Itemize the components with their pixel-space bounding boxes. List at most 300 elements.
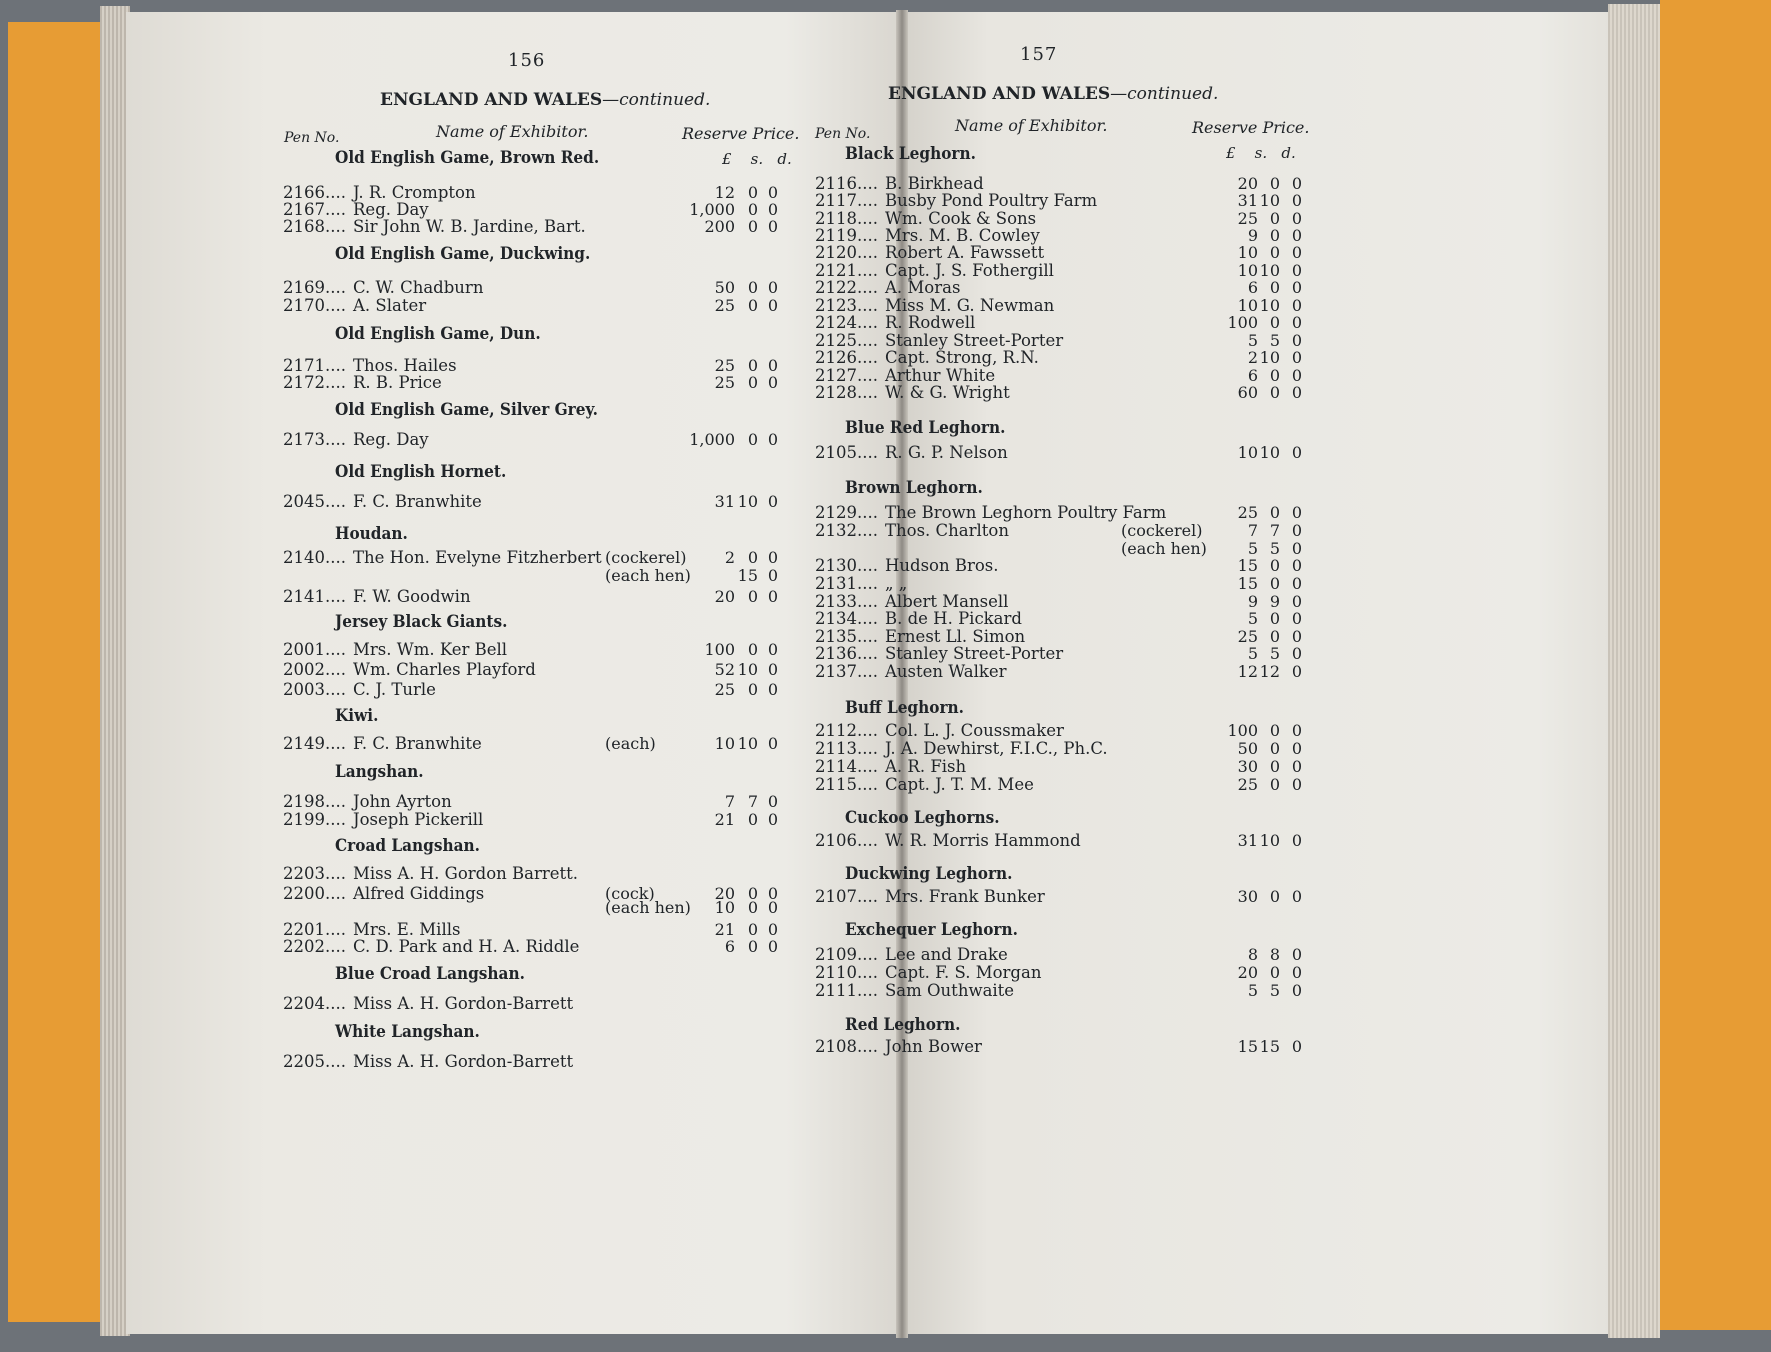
price-pounds: 52 <box>714 660 735 679</box>
price-pence: 0 <box>1291 383 1302 402</box>
price-pence: 0 <box>1291 662 1302 681</box>
price-shillings: 7 <box>1269 521 1280 540</box>
pen-number: 2115.... <box>815 775 878 794</box>
list-item <box>283 994 573 1014</box>
price-shillings: 0 <box>1269 503 1280 522</box>
price-shillings: 10 <box>1259 191 1280 210</box>
list-item <box>815 721 1064 741</box>
list-item <box>815 831 1081 851</box>
price-pence: 0 <box>767 356 778 375</box>
exhibitor-name: The Hon. Evelyne Fitzherbert <box>353 548 602 567</box>
list-item <box>815 662 1007 682</box>
heading-suffix: —continued. <box>602 90 711 110</box>
exhibitor-name: Mrs. E. Mills <box>353 920 461 939</box>
list-item <box>283 680 436 700</box>
list-item <box>815 574 907 594</box>
price-shillings: 0 <box>747 937 758 956</box>
price-pence: 0 <box>1291 503 1302 522</box>
price-pence: 0 <box>1291 831 1302 850</box>
price-shillings: 0 <box>1269 739 1280 758</box>
price-pounds: 25 <box>1237 209 1258 228</box>
price-shillings: 0 <box>1269 963 1280 982</box>
list-item <box>815 443 1008 463</box>
section-title: Blue Croad Langshan. <box>335 964 525 984</box>
price-pounds: 1,000 <box>689 200 735 219</box>
price-pounds: 200 <box>704 217 735 236</box>
price-pounds: 10 <box>1237 243 1258 262</box>
price-pounds: 1,000 <box>689 430 735 449</box>
pen-number: 2140.... <box>283 548 346 567</box>
list-item <box>283 864 578 884</box>
exhibitor-name: Capt. F. S. Morgan <box>885 963 1042 982</box>
section-title: Cuckoo Leghorns. <box>845 808 1000 828</box>
pen-number: 2199.... <box>283 810 346 829</box>
pen-number: 2168.... <box>283 217 346 236</box>
list-item <box>815 191 1097 211</box>
price-pounds: 50 <box>714 278 735 297</box>
price-pounds: 15 <box>1237 556 1258 575</box>
list-item <box>815 521 1009 541</box>
section-title: Houdan. <box>335 524 408 544</box>
price-shillings: 0 <box>747 810 758 829</box>
section-title: Duckwing Leghorn. <box>845 864 1013 884</box>
price-pounds: 100 <box>1227 721 1258 740</box>
price-shillings: 8 <box>1269 945 1280 964</box>
price-pence: 0 <box>1291 739 1302 758</box>
price-pence: 0 <box>1291 627 1302 646</box>
price-shillings: 10 <box>737 660 758 679</box>
price-pounds: 6 <box>1247 278 1258 297</box>
pen-number: 2124.... <box>815 313 878 332</box>
price-shillings: 0 <box>1269 174 1280 193</box>
pen-number: 2109.... <box>815 945 878 964</box>
price-pounds: 8 <box>1247 945 1258 964</box>
list-item <box>283 660 536 680</box>
pen-number: 2198.... <box>283 792 346 811</box>
section-title: Old English Game, Silver Grey. <box>335 400 598 420</box>
list-item <box>815 383 1010 403</box>
column-header-pen: Pen No. <box>284 130 340 146</box>
pen-number: 2110.... <box>815 963 878 982</box>
section-title: Kiwi. <box>335 706 379 726</box>
section-title: Buff Leghorn. <box>845 698 964 718</box>
entry-note: (cock) <box>605 884 655 903</box>
section-title: Old English Game, Dun. <box>335 324 541 344</box>
list-item <box>815 644 1063 664</box>
price-pence: 0 <box>1291 521 1302 540</box>
price-pounds: 50 <box>1237 739 1258 758</box>
pen-number: 2123.... <box>815 296 878 315</box>
price-shillings: 10 <box>737 492 758 511</box>
exhibitor-name: Sam Outhwaite <box>885 981 1015 1000</box>
exhibitor-name: Miss A. H. Gordon Barrett. <box>353 864 579 883</box>
price-pence: 0 <box>767 296 778 315</box>
exhibitor-name: Mrs. Wm. Ker Bell <box>353 640 508 659</box>
list-item <box>283 1052 573 1072</box>
page-number: 157 <box>1020 44 1058 65</box>
price-pounds: 2 <box>724 548 735 567</box>
exhibitor-name: A. Slater <box>353 296 427 315</box>
list-item <box>283 217 586 237</box>
entry-note: (each hen) <box>605 566 691 585</box>
currency-header: £ s. d. <box>722 150 792 168</box>
price-shillings: 9 <box>1269 592 1280 611</box>
price-shillings: 0 <box>747 920 758 939</box>
pen-number: 2127.... <box>815 366 878 385</box>
entry-note: (each hen) <box>1121 539 1207 558</box>
exhibitor-name: Capt. J. S. Fothergill <box>885 261 1054 280</box>
pen-number: 2129.... <box>815 503 878 522</box>
list-item <box>815 775 1034 795</box>
price-shillings: 0 <box>747 373 758 392</box>
section-title: Brown Leghorn. <box>845 478 983 498</box>
list-item <box>283 937 579 957</box>
price-pounds: 20 <box>1237 963 1258 982</box>
price-shillings: 10 <box>1259 261 1280 280</box>
page-heading <box>888 84 1218 104</box>
pen-number: 2169.... <box>283 278 346 297</box>
entry-note: (each hen) <box>605 898 691 917</box>
currency-header: £ s. d. <box>1226 144 1296 162</box>
price-shillings: 12 <box>1259 662 1280 681</box>
price-shillings: 7 <box>747 792 758 811</box>
price-shillings: 0 <box>747 680 758 699</box>
price-pence: 0 <box>767 937 778 956</box>
exhibitor-name: R. G. P. Nelson <box>885 443 1008 462</box>
pen-number: 2203.... <box>283 864 346 883</box>
section-title: Black Leghorn. <box>845 144 976 164</box>
price-shillings: 0 <box>1269 574 1280 593</box>
section-title: White Langshan. <box>335 1022 480 1042</box>
list-item <box>815 243 1044 263</box>
exhibitor-name: Thos. Charlton <box>885 521 1009 540</box>
price-shillings: 0 <box>747 296 758 315</box>
price-shillings: 10 <box>1259 443 1280 462</box>
exhibitor-name: Miss M. G. Newman <box>885 296 1055 315</box>
price-pounds: 6 <box>724 937 735 956</box>
list-item <box>283 640 507 660</box>
price-pence: 0 <box>767 587 778 606</box>
price-pence: 0 <box>767 660 778 679</box>
exhibitor-name: R. B. Price <box>353 373 442 392</box>
price-shillings: 10 <box>1259 348 1280 367</box>
heading-suffix: —continued. <box>1110 84 1219 104</box>
price-pence: 0 <box>1291 945 1302 964</box>
list-item <box>283 548 602 568</box>
pen-number: 2149.... <box>283 734 346 753</box>
price-shillings: 0 <box>1269 627 1280 646</box>
price-shillings: 0 <box>747 548 758 567</box>
price-shillings: 15 <box>737 566 758 585</box>
price-pounds: 12 <box>714 183 735 202</box>
price-pence: 0 <box>1291 775 1302 794</box>
price-shillings: 0 <box>747 884 758 903</box>
exhibitor-name: Ernest Ll. Simon <box>885 627 1026 646</box>
price-pounds: 2 <box>1247 348 1258 367</box>
price-pence: 0 <box>767 734 778 753</box>
price-pounds: 9 <box>1247 592 1258 611</box>
price-pence: 0 <box>767 566 778 585</box>
exhibitor-name: J. A. Dewhirst, F.I.C., Ph.C. <box>885 739 1108 758</box>
price-pence: 0 <box>767 217 778 236</box>
exhibitor-name: Capt. J. T. M. Mee <box>885 775 1034 794</box>
column-header-price: Reserve Price. <box>1192 118 1310 137</box>
exhibitor-name: Miss A. H. Gordon-Barrett <box>353 1052 574 1071</box>
exhibitor-name: Mrs. Frank Bunker <box>885 887 1045 906</box>
price-pence: 0 <box>1291 209 1302 228</box>
price-pence: 0 <box>1291 609 1302 628</box>
heading-text: ENGLAND AND WALES <box>380 90 603 110</box>
price-pounds: 9 <box>1247 226 1258 245</box>
price-shillings: 0 <box>747 278 758 297</box>
exhibitor-name: John Bower <box>885 1037 982 1056</box>
exhibitor-name: C. W. Chadburn <box>353 278 484 297</box>
list-item <box>815 278 960 298</box>
orange-tab-right <box>1660 0 1771 1330</box>
list-item <box>815 887 1045 907</box>
price-pounds: 25 <box>714 296 735 315</box>
list-item <box>815 739 1108 759</box>
price-pounds: 10 <box>714 734 735 753</box>
price-shillings: 5 <box>1269 331 1280 350</box>
price-pounds: 25 <box>1237 775 1258 794</box>
exhibitor-name: Alfred Giddings <box>353 884 485 903</box>
price-pence: 0 <box>1291 243 1302 262</box>
exhibitor-name: Wm. Cook & Sons <box>885 209 1037 228</box>
pen-number: 2105.... <box>815 443 878 462</box>
price-pounds: 7 <box>724 792 735 811</box>
price-shillings: 0 <box>1269 313 1280 332</box>
list-item <box>283 810 483 830</box>
exhibitor-name: Thos. Hailes <box>353 356 457 375</box>
price-shillings: 0 <box>1269 775 1280 794</box>
exhibitor-name: Col. L. J. Coussmaker <box>885 721 1064 740</box>
pen-number: 2132.... <box>815 521 878 540</box>
pen-number: 2002.... <box>283 660 346 679</box>
exhibitor-name: Robert A. Fawssett <box>885 243 1045 262</box>
price-pence: 0 <box>767 680 778 699</box>
price-shillings: 0 <box>1269 757 1280 776</box>
price-pounds: 31 <box>1237 831 1258 850</box>
exhibitor-name: Stanley Street-Porter <box>885 331 1064 350</box>
price-pounds: 30 <box>1237 757 1258 776</box>
list-item <box>815 556 999 576</box>
price-shillings: 0 <box>747 587 758 606</box>
pen-number: 2141.... <box>283 587 346 606</box>
price-pence: 0 <box>767 200 778 219</box>
price-pence: 0 <box>1291 981 1302 1000</box>
pen-number: 2205.... <box>283 1052 346 1071</box>
price-pence: 0 <box>767 183 778 202</box>
pen-number: 2001.... <box>283 640 346 659</box>
exhibitor-name: Albert Mansell <box>885 592 1009 611</box>
pen-number: 2135.... <box>815 627 878 646</box>
price-pence: 0 <box>1291 191 1302 210</box>
exhibitor-name: W. R. Morris Hammond <box>885 831 1081 850</box>
price-pence: 0 <box>767 792 778 811</box>
price-pence: 0 <box>767 898 778 917</box>
exhibitor-name: Joseph Pickerill <box>353 810 484 829</box>
price-pounds: 5 <box>1247 609 1258 628</box>
price-pounds: 10 <box>714 898 735 917</box>
list-item <box>283 734 482 754</box>
pen-number: 2117.... <box>815 191 878 210</box>
price-pounds: 10 <box>1237 296 1258 315</box>
price-shillings: 0 <box>1269 366 1280 385</box>
price-shillings: 0 <box>1269 887 1280 906</box>
pen-number: 2107.... <box>815 887 878 906</box>
list-item <box>815 981 1014 1001</box>
exhibitor-name: R. Rodwell <box>885 313 976 332</box>
list-item <box>815 963 1041 983</box>
price-pence: 0 <box>1291 348 1302 367</box>
price-pounds: 31 <box>1237 191 1258 210</box>
pen-number: 2171.... <box>283 356 346 375</box>
price-pence: 0 <box>1291 556 1302 575</box>
section-title: Langshan. <box>335 762 424 782</box>
price-shillings: 0 <box>1269 721 1280 740</box>
price-pounds: 20 <box>714 587 735 606</box>
exhibitor-name: „ „ <box>885 574 908 593</box>
pen-number: 2200.... <box>283 884 346 903</box>
pen-number: 2167.... <box>283 200 346 219</box>
exhibitor-name: B. de H. Pickard <box>885 609 1022 628</box>
exhibitor-name: F. C. Branwhite <box>353 734 482 753</box>
exhibitor-name: Mrs. M. B. Cowley <box>885 226 1040 245</box>
exhibitor-name: C. D. Park and H. A. Riddle <box>353 937 580 956</box>
exhibitor-name: Miss A. H. Gordon-Barrett <box>353 994 574 1013</box>
pen-number: 2204.... <box>283 994 346 1013</box>
price-shillings: 0 <box>747 898 758 917</box>
pen-number: 2201.... <box>283 920 346 939</box>
price-pounds: 15 <box>1237 574 1258 593</box>
exhibitor-name: F. C. Branwhite <box>353 492 482 511</box>
exhibitor-name: Reg. Day <box>353 200 429 219</box>
price-pounds: 12 <box>1237 662 1258 681</box>
price-pence: 0 <box>1291 721 1302 740</box>
price-pounds: 5 <box>1247 981 1258 1000</box>
exhibitor-name: The Brown Leghorn Poultry Farm <box>885 503 1167 522</box>
price-shillings: 0 <box>747 217 758 236</box>
list-item <box>283 587 471 607</box>
column-header-pen: Pen No. <box>815 126 871 142</box>
exhibitor-name: Stanley Street-Porter <box>885 644 1064 663</box>
price-shillings: 0 <box>747 183 758 202</box>
price-shillings: 5 <box>1269 981 1280 1000</box>
price-pounds: 5 <box>1247 539 1258 558</box>
entry-note: (cockerel) <box>605 548 687 567</box>
exhibitor-name: Austen Walker <box>885 662 1007 681</box>
pen-number: 2170.... <box>283 296 346 315</box>
list-item <box>283 373 442 393</box>
price-pence: 0 <box>1291 174 1302 193</box>
exhibitor-name: Lee and Drake <box>885 945 1008 964</box>
list-item <box>815 1037 982 1057</box>
price-pence: 0 <box>767 278 778 297</box>
heading-text: ENGLAND AND WALES <box>888 84 1111 104</box>
price-pounds: 25 <box>1237 627 1258 646</box>
list-item <box>815 609 1022 629</box>
price-pounds: 5 <box>1247 644 1258 663</box>
exhibitor-name: C. J. Turle <box>353 680 436 699</box>
price-pence: 0 <box>767 373 778 392</box>
pen-number: 2125.... <box>815 331 878 350</box>
price-pence: 0 <box>767 810 778 829</box>
price-pence: 0 <box>1291 963 1302 982</box>
list-item <box>283 278 483 298</box>
price-shillings: 0 <box>1269 278 1280 297</box>
pen-number: 2134.... <box>815 609 878 628</box>
price-pence: 0 <box>767 548 778 567</box>
section-title: Croad Langshan. <box>335 836 480 856</box>
price-pence: 0 <box>1291 366 1302 385</box>
price-pounds: 100 <box>704 640 735 659</box>
column-header-name: Name of Exhibitor. <box>955 116 1108 135</box>
entry-note: (cockerel) <box>1121 521 1203 540</box>
price-pence: 0 <box>1291 296 1302 315</box>
price-pence: 0 <box>1291 574 1302 593</box>
price-pence: 0 <box>767 640 778 659</box>
list-item <box>815 503 1166 523</box>
section-title: Old English Hornet. <box>335 462 507 482</box>
price-pounds: 7 <box>1247 521 1258 540</box>
price-pence: 0 <box>1291 261 1302 280</box>
entry-note: (each) <box>605 734 656 753</box>
list-item <box>815 757 966 777</box>
price-pounds: 10 <box>1237 261 1258 280</box>
price-shillings: 0 <box>747 356 758 375</box>
price-shillings: 10 <box>1259 296 1280 315</box>
list-item <box>815 348 1039 368</box>
pen-number: 2137.... <box>815 662 878 681</box>
pen-number: 2120.... <box>815 243 878 262</box>
pen-number: 2113.... <box>815 739 878 758</box>
price-shillings: 0 <box>747 430 758 449</box>
pen-number: 2136.... <box>815 644 878 663</box>
pen-number: 2114.... <box>815 757 878 776</box>
section-title: Blue Red Leghorn. <box>845 418 1006 438</box>
pen-number: 2118.... <box>815 209 878 228</box>
price-shillings: 0 <box>1269 243 1280 262</box>
price-shillings: 0 <box>1269 226 1280 245</box>
price-pence: 0 <box>767 430 778 449</box>
pen-number: 2173.... <box>283 430 346 449</box>
price-shillings: 0 <box>747 200 758 219</box>
price-pounds: 15 <box>1237 1037 1258 1056</box>
section-title: Jersey Black Giants. <box>335 612 508 632</box>
pen-number: 2122.... <box>815 278 878 297</box>
pen-number: 2128.... <box>815 383 878 402</box>
price-pence: 0 <box>1291 887 1302 906</box>
page-edges-right <box>1608 4 1660 1338</box>
price-pence: 0 <box>767 884 778 903</box>
price-pence: 0 <box>1291 313 1302 332</box>
price-pounds: 31 <box>714 492 735 511</box>
price-pounds: 5 <box>1247 331 1258 350</box>
price-pence: 0 <box>1291 443 1302 462</box>
price-pence: 0 <box>1291 757 1302 776</box>
exhibitor-name: F. W. Goodwin <box>353 587 471 606</box>
price-pounds: 10 <box>1237 443 1258 462</box>
exhibitor-name: John Ayrton <box>353 792 452 811</box>
price-pounds: 20 <box>714 884 735 903</box>
exhibitor-name: A. Moras <box>885 278 961 297</box>
exhibitor-name: Wm. Charles Playford <box>353 660 536 679</box>
pen-number: 2108.... <box>815 1037 878 1056</box>
price-pounds: 25 <box>714 356 735 375</box>
page-heading <box>380 90 710 110</box>
exhibitor-name: J. R. Crompton <box>353 183 476 202</box>
